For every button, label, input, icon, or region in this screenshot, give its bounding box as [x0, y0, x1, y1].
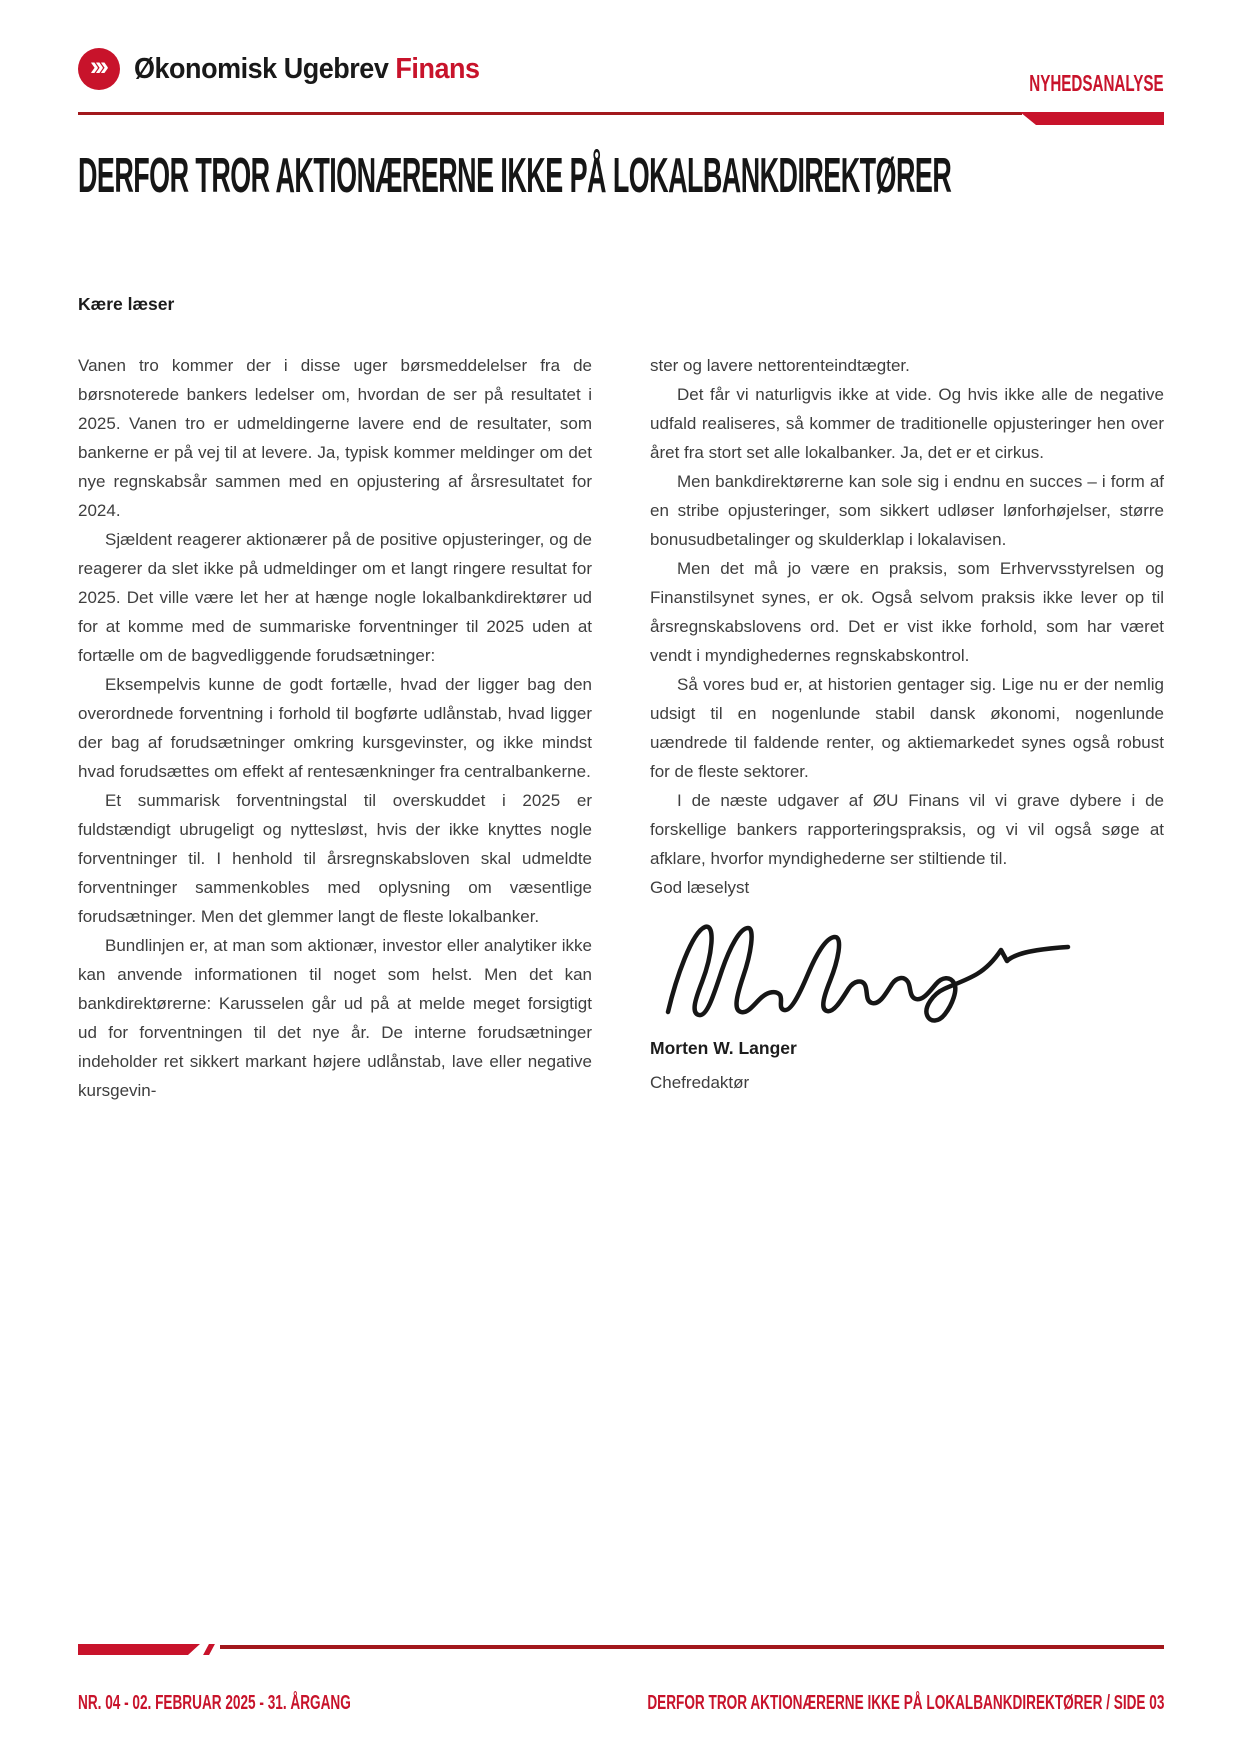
footer-rule-thin [220, 1645, 1164, 1649]
paragraph: Det får vi naturligvis ikke at vide. Og hvis ikke alle de negative udfald realiseres, så kommer de traditionelle opjusteringer hen over året fra stort set alle lokalbanker. Ja, det er et cirkus. [650, 385, 1164, 462]
paragraph: Eksempelvis kunne de godt fortælle, hvad der ligger bag den overordnede forventning i forhold til bogførte udlånstab, hvad ligger der bag af forudsætninger omkring kursgevinster, og ikke mindst hvad forudsættes om effekt af rentesænkninger fra centralbankerne. [78, 675, 592, 781]
author-name: Morten W. Langer [650, 1038, 797, 1058]
brand-primary: Økonomisk Ugebrev [134, 52, 396, 85]
author-title: Chefredaktør [650, 1073, 750, 1092]
header-rule-thin [78, 112, 1022, 115]
publication-name [134, 53, 480, 86]
brand-accent: Finans [395, 52, 480, 85]
paragraph: Bundlinjen er, at man som aktionær, investor eller analytiker ikke kan anvende informationen til noget som helst. Men det kan bankdirektørerne: Karusselen går ud på at melde meget forsigtigt ud for forventningen til det nye år. De interne forudsætninger indeholder ret sikkert markant højere udlånstab, lave eller negative kursgevin- [78, 936, 592, 1100]
article-column-right [650, 351, 1164, 1097]
article-column-left [78, 351, 592, 1105]
paragraph: Men det må jo være en praksis, som Erhvervsstyrelsen og Finanstilsynet synes, er ok. Også selvom praksis ikke lever op til årsregnskabslovens ord. Det er vist ikke forhold, som har været vendt i myndighedernes regnskabskontrol. [650, 559, 1164, 665]
paragraph: Vanen tro kommer der i disse uger børsmeddelelser fra de børsnoterede bankers ledelser om, hvordan de ser på resultatet i 2025. Vanen tro er udmeldingerne lavere end de resultater, som bankerne er på vej til at levere. Ja, typisk kommer meldinger om det nye regnskabsår sammen med en opjustering af årsresultatet for 2024. [78, 356, 592, 520]
section-label: NYHEDSANALYSE [1029, 70, 1164, 96]
paragraph: Sjældent reagerer aktionærer på de positive opjusteringer, og de reagerer da slet ikke på udmeldinger om et langt ringere resultat for 2025. Det ville være let her at hænge nogle lokalbankdirektører ud for at komme med de summariske forventninger til 2025 uden at fortælle om de bagvedliggende forudsætninger: [78, 530, 592, 665]
article-headline: DERFOR TROR AKTIONÆRERNE IKKE PÅ LOKALBANKDIREKTØRER [78, 149, 952, 203]
triple-chevron-icon: ››› [78, 48, 120, 90]
footer-rule-slash [203, 1644, 215, 1655]
paragraph: Så vores bud er, at historien gentager sig. Lige nu er der nemlig udsigt til en nogenlunde stabil dansk økonomi, nogenlunde uændrede til faldende renter, og aktiemarkedet synes også robust for de fleste sektorer. [650, 675, 1164, 781]
footer-article-page: DERFOR TROR AKTIONÆRERNE IKKE PÅ LOKALBANKDIREKTØRER / SIDE 03 [646, 1692, 1164, 1714]
right-column-paragraphs [650, 351, 1164, 902]
salutation: Kære læser [78, 294, 175, 314]
footer-rule-bar [78, 1644, 200, 1655]
publication-logo [78, 48, 506, 90]
paragraph: Men bankdirektørerne kan sole sig i endnu en succes – i form af en stribe opjusteringer, som sikkert udløser lønforhøjelser, større bonusudbetalinger og skulderklap i lokalavisen. [650, 472, 1164, 549]
paragraph: God læselyst [650, 878, 750, 897]
header-rule-bar [1020, 112, 1164, 125]
paragraph: ster og lavere nettorenteindtægter. [650, 356, 910, 375]
paragraph: Et summarisk forventningstal til overskuddet i 2025 er fuldstændigt ubrugeligt og nyttesløst, hvis der ikke knyttes nogle forventninger til. I henhold til årsregnskabsloven skal udmeldte forventninger sammenkobles med oplysning om væsentlige forudsætninger. Men det glemmer langt de fleste lokalbanker. [78, 791, 592, 926]
handwritten-signature [652, 916, 1072, 1026]
footer-issue-info: NR. 04 - 02. FEBRUAR 2025 - 31. ÅRGANG [78, 1692, 351, 1714]
paragraph: I de næste udgaver af ØU Finans vil vi grave dybere i de forskellige bankers rapporteringspraksis, og vi vil også søge at afklare, hvorfor myndighederne ser stiltiende til. [650, 791, 1164, 868]
